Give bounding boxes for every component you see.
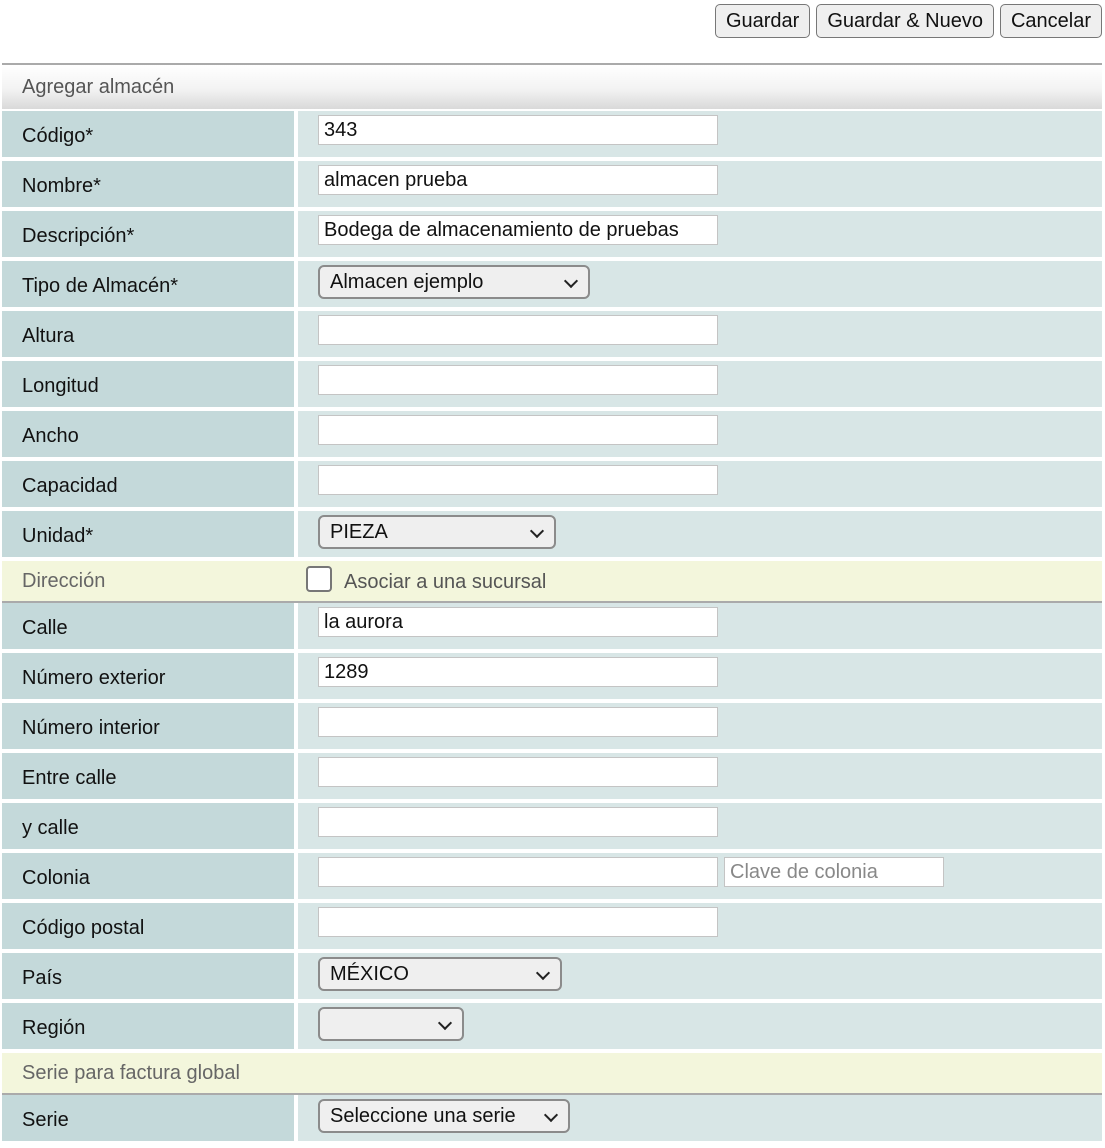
codigo-postal-label: Código postal (2, 903, 298, 953)
section-factura-global (2, 1053, 1102, 1095)
codigo-postal-cell (298, 903, 1102, 953)
serie-label: Serie (2, 1095, 298, 1145)
row-altura (2, 311, 1102, 361)
row-longitud (2, 361, 1102, 411)
calle-cell (298, 603, 1102, 653)
descripcion-label: Descripción* (2, 211, 298, 261)
row-descripcion (2, 211, 1102, 261)
row-entre-calle (2, 753, 1102, 803)
codigo-input[interactable] (318, 115, 718, 145)
row-capacidad (2, 461, 1102, 511)
pais-select[interactable] (318, 957, 562, 991)
capacidad-label: Capacidad (2, 461, 298, 511)
row-unidad (2, 511, 1102, 561)
row-serie (2, 1095, 1102, 1145)
longitud-cell (298, 361, 1102, 411)
unidad-value: PIEZA (330, 521, 388, 543)
chevron-down-icon (544, 1108, 558, 1122)
unidad-select[interactable] (318, 515, 556, 549)
serie-cell (298, 1095, 1102, 1145)
capacidad-input[interactable] (318, 465, 718, 495)
nombre-label: Nombre* (2, 161, 298, 211)
row-pais (2, 953, 1102, 1003)
row-numero-interior (2, 703, 1102, 753)
serie-value: Seleccione una serie (330, 1105, 516, 1127)
numero-exterior-input[interactable] (318, 657, 718, 687)
save-button[interactable]: Guardar (715, 4, 810, 38)
chevron-down-icon (438, 1016, 452, 1030)
longitud-label: Longitud (2, 361, 298, 411)
pais-cell (298, 953, 1102, 1003)
y-calle-label: y calle (2, 803, 298, 853)
altura-cell (298, 311, 1102, 361)
tipo-cell (298, 261, 1102, 311)
row-y-calle (2, 803, 1102, 853)
row-codigo (2, 111, 1102, 161)
cancel-button[interactable]: Cancelar (1000, 4, 1102, 38)
form (2, 111, 1102, 1145)
numero-exterior-label: Número exterior (2, 653, 298, 703)
altura-label: Altura (2, 311, 298, 361)
region-cell (298, 1003, 1102, 1053)
region-select[interactable] (318, 1007, 464, 1041)
chevron-down-icon (530, 524, 544, 538)
numero-interior-cell (298, 703, 1102, 753)
descripcion-input[interactable] (318, 215, 718, 245)
colonia-cell (298, 853, 1102, 903)
unidad-label: Unidad* (2, 511, 298, 561)
y-calle-input[interactable] (318, 807, 718, 837)
codigo-postal-input[interactable] (318, 907, 718, 937)
longitud-input[interactable] (318, 365, 718, 395)
row-ancho (2, 411, 1102, 461)
serie-select[interactable] (318, 1099, 570, 1133)
codigo-label: Código* (2, 111, 298, 161)
direccion-section-label: Dirección (2, 561, 298, 603)
save-and-new-button[interactable]: Guardar & Nuevo (816, 4, 994, 38)
colonia-input[interactable] (318, 857, 718, 887)
row-nombre (2, 161, 1102, 211)
altura-input[interactable] (318, 315, 718, 345)
tipo-almacen-select[interactable] (318, 265, 590, 299)
ancho-label: Ancho (2, 411, 298, 461)
direccion-cell (298, 561, 1102, 603)
ancho-input[interactable] (318, 415, 718, 445)
row-codigo-postal (2, 903, 1102, 953)
asociar-sucursal-checkbox[interactable] (306, 566, 332, 592)
chevron-down-icon (536, 966, 550, 980)
calle-input[interactable] (318, 607, 718, 637)
clave-colonia-input[interactable] (724, 857, 944, 887)
tipo-almacen-value: Almacen ejemplo (330, 271, 484, 293)
section-direccion (2, 561, 1102, 603)
calle-label: Calle (2, 603, 298, 653)
capacidad-cell (298, 461, 1102, 511)
ancho-cell (298, 411, 1102, 461)
y-calle-cell (298, 803, 1102, 853)
row-colonia (2, 853, 1102, 903)
entre-calle-label: Entre calle (2, 753, 298, 803)
factura-section-label: Serie para factura global (2, 1053, 1102, 1095)
region-label: Región (2, 1003, 298, 1053)
entre-calle-input[interactable] (318, 757, 718, 787)
numero-interior-input[interactable] (318, 707, 718, 737)
pais-label: País (2, 953, 298, 1003)
row-calle (2, 603, 1102, 653)
nombre-input[interactable] (318, 165, 718, 195)
asociar-sucursal-label[interactable]: Asociar a una sucursal (344, 571, 547, 593)
numero-exterior-cell (298, 653, 1102, 703)
colonia-label: Colonia (2, 853, 298, 903)
nombre-cell (298, 161, 1102, 211)
row-numero-exterior (2, 653, 1102, 703)
pais-value: MÉXICO (330, 963, 409, 985)
row-region (2, 1003, 1102, 1053)
numero-interior-label: Número interior (2, 703, 298, 753)
toolbar (715, 4, 1102, 38)
descripcion-cell (298, 211, 1102, 261)
entre-calle-cell (298, 753, 1102, 803)
chevron-down-icon (564, 274, 578, 288)
codigo-cell (298, 111, 1102, 161)
panel-title: Agregar almacén (2, 63, 1102, 109)
row-tipo (2, 261, 1102, 311)
unidad-cell (298, 511, 1102, 561)
tipo-label: Tipo de Almacén* (2, 261, 298, 311)
